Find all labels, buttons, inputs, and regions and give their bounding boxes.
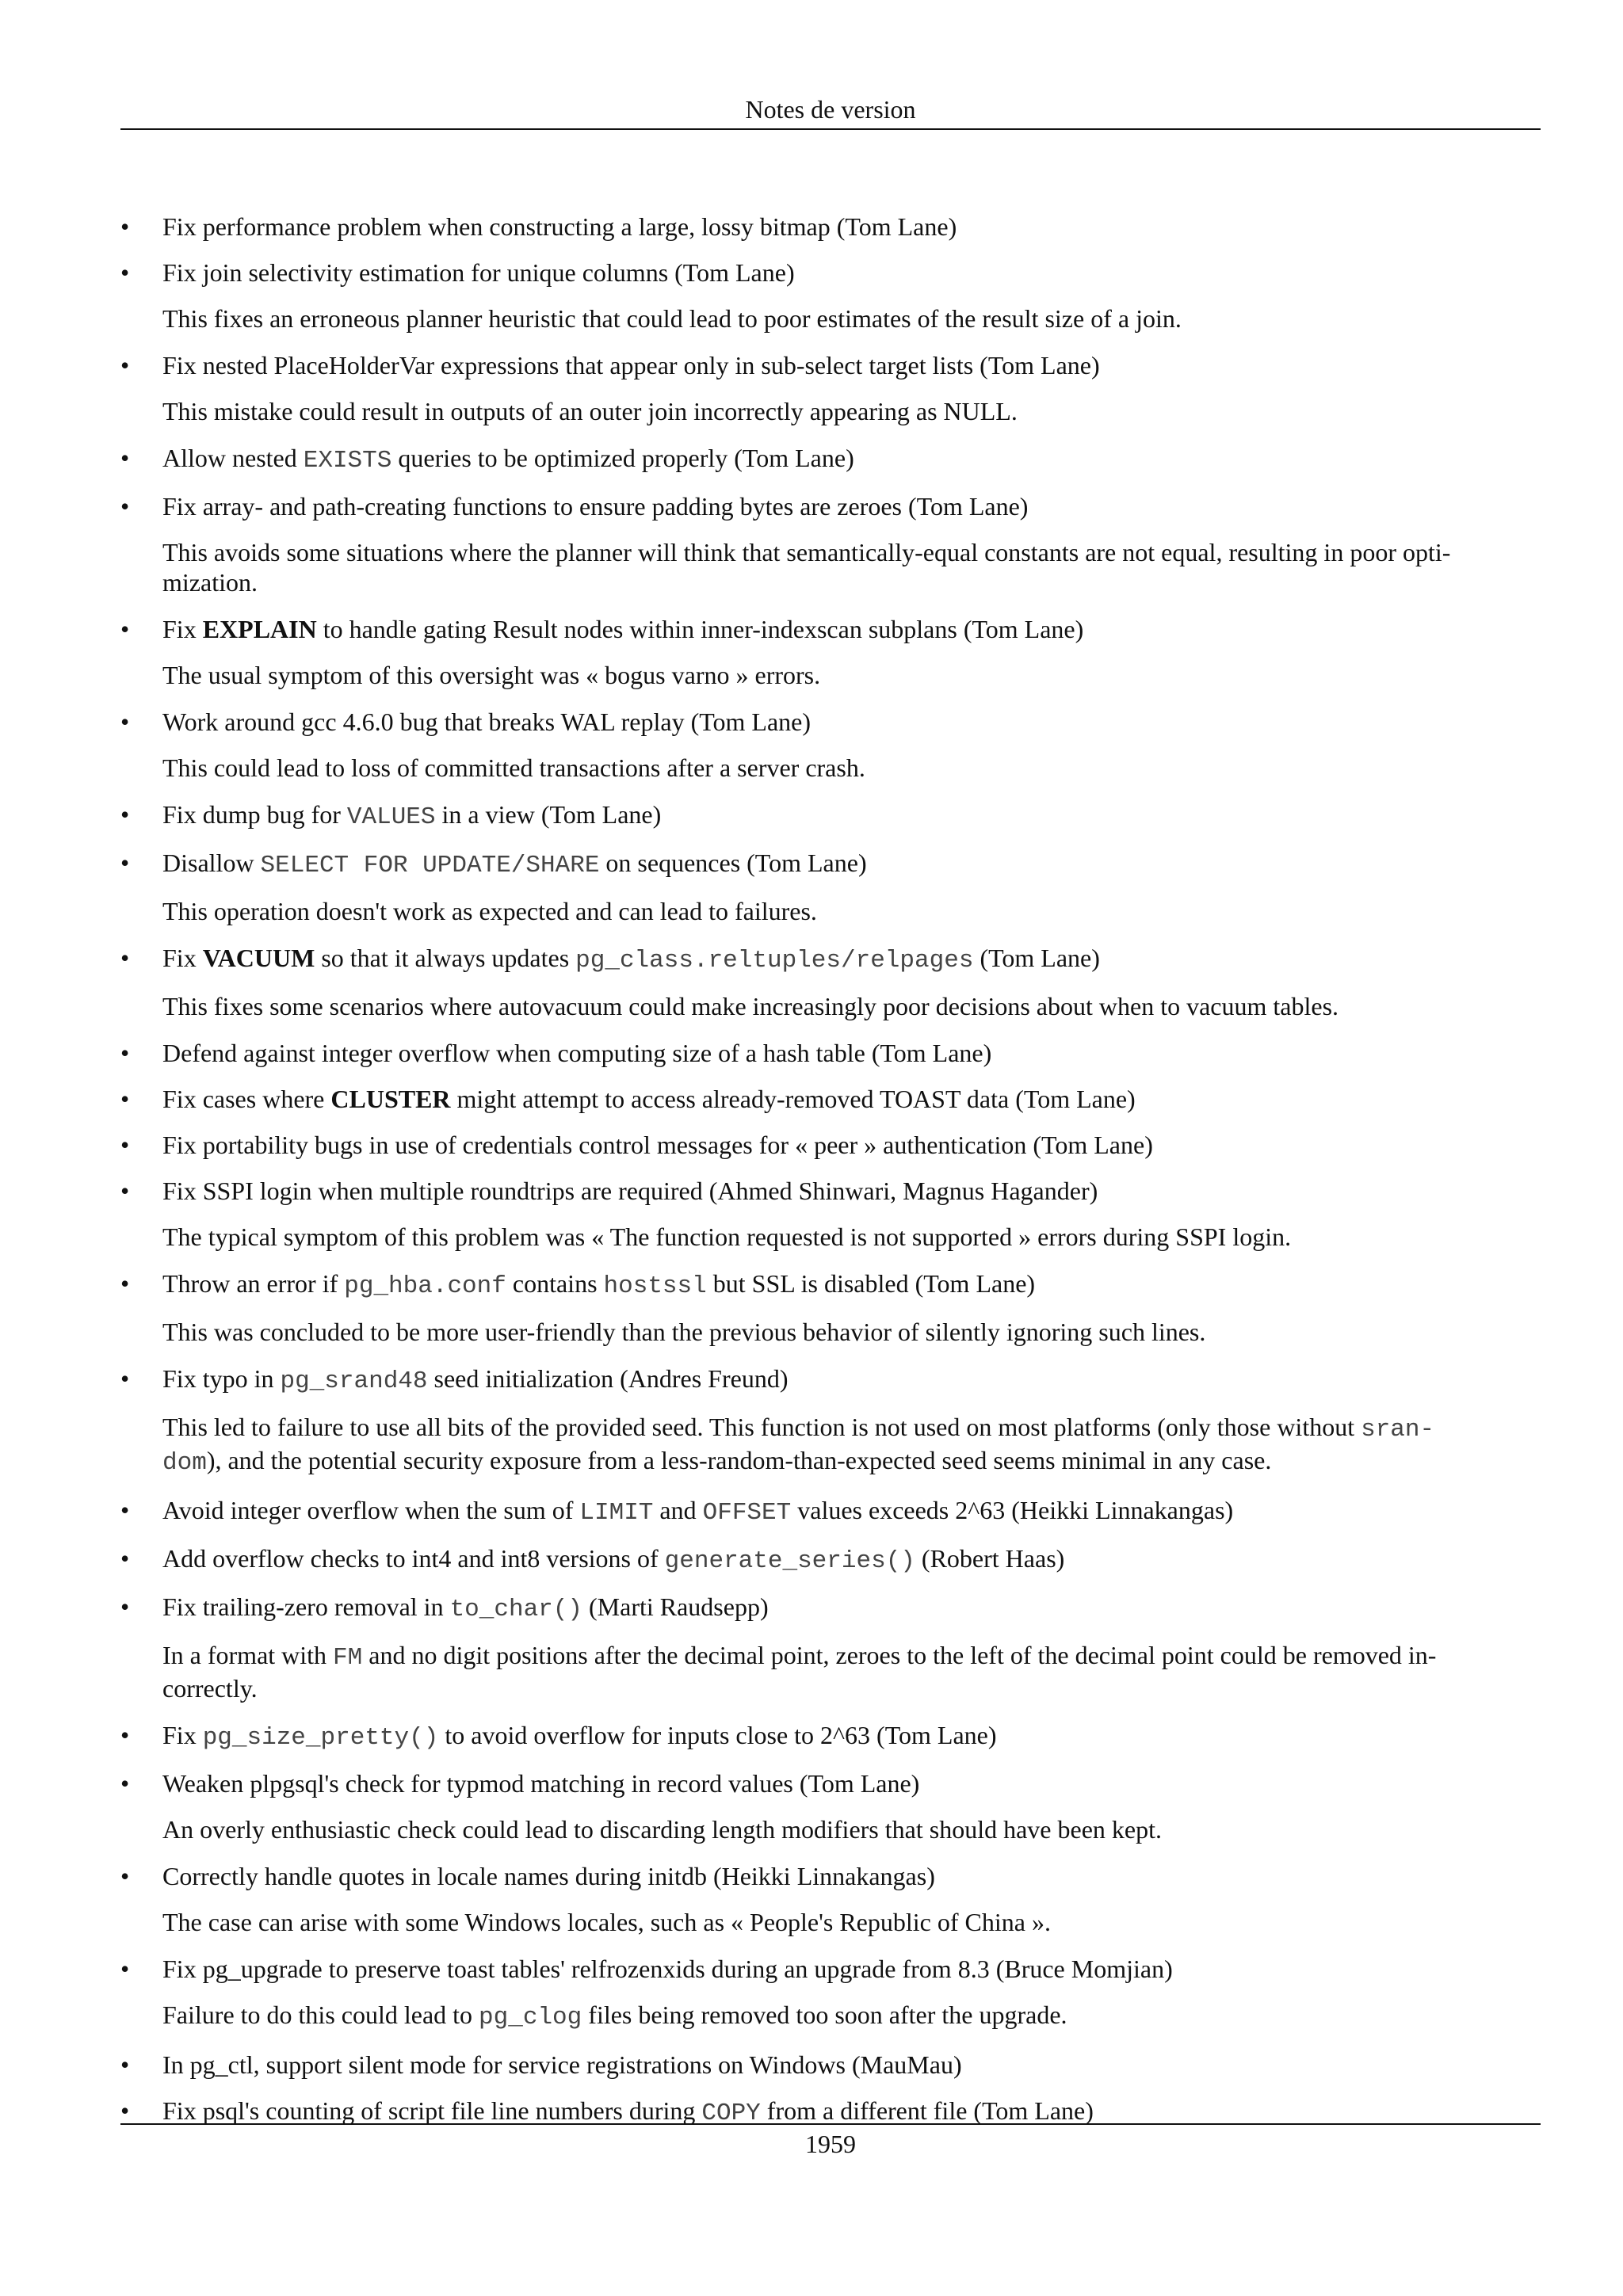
release-notes-list: [120, 212, 1547, 2144]
text-run: in a view (Tom Lane): [435, 800, 662, 829]
text-run: Disallow: [162, 849, 261, 877]
code-literal: pg_clog: [479, 2004, 582, 2031]
code-literal: COPY: [701, 2100, 761, 2127]
code-literal: pg_hba.conf: [344, 1272, 506, 1300]
item-description: [120, 1640, 1547, 1703]
item-description: [120, 537, 1547, 597]
text-run: This fixes some scenarios where autovacuum could make increasingly poor decisions about when to vacuum tables.: [162, 992, 1339, 1020]
item-description: [120, 1222, 1547, 1252]
item-description: [120, 396, 1547, 426]
text-run: Fix: [162, 1721, 203, 1749]
text-run: Fix: [162, 944, 203, 972]
text-run: might attempt to access already-removed TOAST data (Tom Lane): [450, 1085, 1136, 1113]
list-item: [120, 491, 1547, 522]
text-run: This could lead to loss of committed transactions after a server crash.: [162, 753, 865, 782]
bullet-icon: •: [120, 849, 130, 877]
bullet-icon: •: [120, 2050, 130, 2079]
list-item: [120, 1720, 1547, 1753]
text-run: Fix trailing-zero removal in: [162, 1592, 450, 1621]
list-item: [120, 1543, 1547, 1577]
bullet-icon: •: [120, 1592, 130, 1621]
text-run: values exceeds 2^63 (Heikki Linnakangas): [791, 1496, 1234, 1524]
text-run: Throw an error if: [162, 1269, 345, 1298]
bullet-icon: •: [120, 258, 130, 287]
list-item: [120, 848, 1547, 881]
list-item: [120, 799, 1547, 833]
text-run: An overly enthusiastic check could lead to discarding length modifiers that should have been kept.: [162, 1815, 1162, 1844]
list-item: [120, 707, 1547, 738]
text-run: Fix typo in: [162, 1364, 281, 1393]
text-run: but SSL is disabled (Tom Lane): [706, 1269, 1036, 1298]
code-literal: generate_series(): [664, 1547, 915, 1575]
code-literal: sran-: [1361, 1416, 1435, 1444]
text-run: Correctly handle quotes in locale names during initdb (Heikki Linnakangas): [162, 1862, 935, 1890]
bullet-icon: •: [120, 1085, 130, 1113]
bullet-icon: •: [120, 1131, 130, 1159]
text-run: Allow nested: [162, 444, 304, 472]
text-run: on sequences (Tom Lane): [599, 849, 867, 877]
list-item: [120, 1268, 1547, 1302]
list-item: [120, 1495, 1547, 1528]
command-name: VACUUM: [202, 944, 315, 972]
list-item: [120, 1038, 1547, 1069]
text-run: (Tom Lane): [973, 944, 1100, 972]
text-run: (Marti Raudsepp): [582, 1592, 769, 1621]
list-item: [120, 212, 1547, 242]
item-description: [120, 1317, 1547, 1347]
code-literal: pg_srand48: [280, 1367, 428, 1395]
text-run: This avoids some situations where the planner will think that semantically-equal constants are not equal, resulting in poor opti-: [162, 538, 1451, 566]
text-run: ), and the potential security exposure from a less-random-than-expected seed seems minimal in any case.: [206, 1446, 1272, 1474]
text-run: so that it always updates: [315, 944, 576, 972]
item-description: [120, 303, 1547, 334]
text-run: This was concluded to be more user-friendly than the previous behavior of silently ignoring such lines.: [162, 1318, 1206, 1346]
text-run: Add overflow checks to int4 and int8 versions of: [162, 1544, 665, 1573]
code-literal: hostssl: [603, 1272, 707, 1300]
bullet-icon: •: [120, 212, 130, 241]
list-item: [120, 1130, 1547, 1161]
text-run: The usual symptom of this oversight was « bogus varno » errors.: [162, 661, 821, 689]
text-run: In a format with: [162, 1641, 334, 1669]
list-item: [120, 1363, 1547, 1397]
bullet-icon: •: [120, 1862, 130, 1890]
code-literal: OFFSET: [702, 1499, 792, 1527]
bullet-icon: •: [120, 800, 130, 829]
code-literal: EXISTS: [303, 447, 392, 475]
text-run: to avoid overflow for inputs close to 2^63 (Tom Lane): [438, 1721, 997, 1749]
text-run: Fix join selectivity estimation for unique columns (Tom Lane): [162, 258, 795, 287]
item-description: [120, 1412, 1547, 1478]
text-run: Fix dump bug for: [162, 800, 347, 829]
text-run: Fix nested PlaceHolderVar expressions that appear only in sub-select target lists (Tom Lane): [162, 351, 1100, 379]
bullet-icon: •: [120, 1721, 130, 1749]
text-run: from a different file (Tom Lane): [760, 2096, 1094, 2125]
bullet-icon: •: [120, 444, 130, 472]
command-name: CLUSTER: [330, 1085, 451, 1113]
bullet-icon: •: [120, 615, 130, 643]
text-run: Fix: [162, 615, 203, 643]
list-item: [120, 1592, 1547, 1625]
text-run: seed initialization (Andres Freund): [427, 1364, 789, 1393]
text-run: This mistake could result in outputs of an outer join incorrectly appearing as NULL.: [162, 397, 1018, 425]
list-item: [120, 350, 1547, 381]
running-header: Notes de version: [745, 95, 916, 124]
item-description: [120, 991, 1547, 1021]
item-description: [120, 1907, 1547, 1937]
bullet-icon: •: [120, 1769, 130, 1798]
text-run: Avoid integer overflow when the sum of: [162, 1496, 580, 1524]
text-run: contains: [506, 1269, 604, 1298]
item-description: [120, 2000, 1547, 2033]
list-item: [120, 2050, 1547, 2081]
text-run: Fix psql's counting of script file line numbers during: [162, 2096, 702, 2125]
text-run: Fix portability bugs in use of credentials control messages for « peer » authentication (Tom Lane): [162, 1131, 1153, 1159]
text-run: This operation doesn't work as expected and can lead to failures.: [162, 897, 817, 925]
list-item: [120, 1084, 1547, 1115]
code-literal: LIMIT: [579, 1499, 654, 1527]
text-run: In pg_ctl, support silent mode for service registrations on Windows (MauMau): [162, 2050, 962, 2079]
list-item: [120, 1954, 1547, 1985]
list-item: [120, 1176, 1547, 1207]
text-run: and: [653, 1496, 703, 1524]
text-run: The case can arise with some Windows locales, such as « People's Republic of China ».: [162, 1908, 1051, 1936]
bullet-icon: •: [120, 1544, 130, 1573]
code-literal: dom: [162, 1449, 207, 1477]
code-literal: VALUES: [346, 803, 436, 831]
text-run: queries to be optimized properly (Tom Lane): [391, 444, 854, 472]
text-run: Fix array- and path-creating functions to ensure padding bytes are zeroes (Tom Lane): [162, 492, 1029, 521]
bullet-icon: •: [120, 1496, 130, 1524]
bullet-icon: •: [120, 707, 130, 736]
code-literal: pg_size_pretty(): [202, 1724, 439, 1752]
text-run: (Robert Haas): [915, 1544, 1065, 1573]
text-run: correctly.: [162, 1674, 258, 1703]
bullet-icon: •: [120, 492, 130, 521]
footer-rule: [120, 2123, 1541, 2125]
page-number: 1959: [805, 2130, 856, 2158]
text-run: Defend against integer overflow when computing size of a hash table (Tom Lane): [162, 1039, 992, 1067]
text-run: Work around gcc 4.6.0 bug that breaks WAL replay (Tom Lane): [162, 707, 812, 736]
code-literal: pg_class.reltuples/relpages: [575, 947, 974, 974]
bullet-icon: •: [120, 351, 130, 379]
text-run: This fixes an erroneous planner heuristic that could lead to poor estimates of the result size of a join.: [162, 304, 1182, 333]
text-run: Fix cases where: [162, 1085, 331, 1113]
item-description: [120, 660, 1547, 690]
bullet-icon: •: [120, 1177, 130, 1205]
text-run: and no digit positions after the decimal point, zeroes to the left of the decimal point could be removed in-: [362, 1641, 1437, 1669]
text-run: Failure to do this could lead to: [162, 2000, 479, 2029]
bullet-icon: •: [120, 1269, 130, 1298]
bullet-icon: •: [120, 1955, 130, 1983]
bullet-icon: •: [120, 944, 130, 972]
text-run: Weaken plpgsql's check for typmod matching in record values (Tom Lane): [162, 1769, 920, 1798]
item-description: [120, 896, 1547, 926]
text-run: Fix SSPI login when multiple roundtrips are required (Ahmed Shinwari, Magnus Hagander): [162, 1177, 1098, 1205]
command-name: EXPLAIN: [202, 615, 317, 643]
bullet-icon: •: [120, 2096, 130, 2125]
list-item: [120, 1861, 1547, 1892]
item-description: [120, 1814, 1547, 1844]
header-rule: [120, 128, 1541, 130]
list-item: [120, 257, 1547, 288]
text-run: This led to failure to use all bits of the provided seed. This function is not used on most platforms (only those without: [162, 1413, 1361, 1441]
text-run: The typical symptom of this problem was « The function requested is not supported » errors during SSPI login.: [162, 1222, 1292, 1251]
text-run: to handle gating Result nodes within inner-indexscan subplans (Tom Lane): [316, 615, 1084, 643]
code-literal: to_char(): [449, 1596, 582, 1623]
text-run: mization.: [162, 568, 258, 597]
code-literal: FM: [333, 1644, 363, 1672]
list-item: [120, 1768, 1547, 1799]
text-run: Fix performance problem when constructing a large, lossy bitmap (Tom Lane): [162, 212, 957, 241]
bullet-icon: •: [120, 1039, 130, 1067]
text-run: files being removed too soon after the upgrade.: [582, 2000, 1067, 2029]
code-literal: SELECT FOR UPDATE/SHARE: [260, 852, 600, 879]
text-run: Fix pg_upgrade to preserve toast tables' relfrozenxids during an upgrade from 8.3 (Bruce Momjian): [162, 1955, 1173, 1983]
list-item: [120, 614, 1547, 645]
item-description: [120, 753, 1547, 783]
bullet-icon: •: [120, 1364, 130, 1393]
list-item: [120, 943, 1547, 976]
list-item: [120, 443, 1547, 476]
